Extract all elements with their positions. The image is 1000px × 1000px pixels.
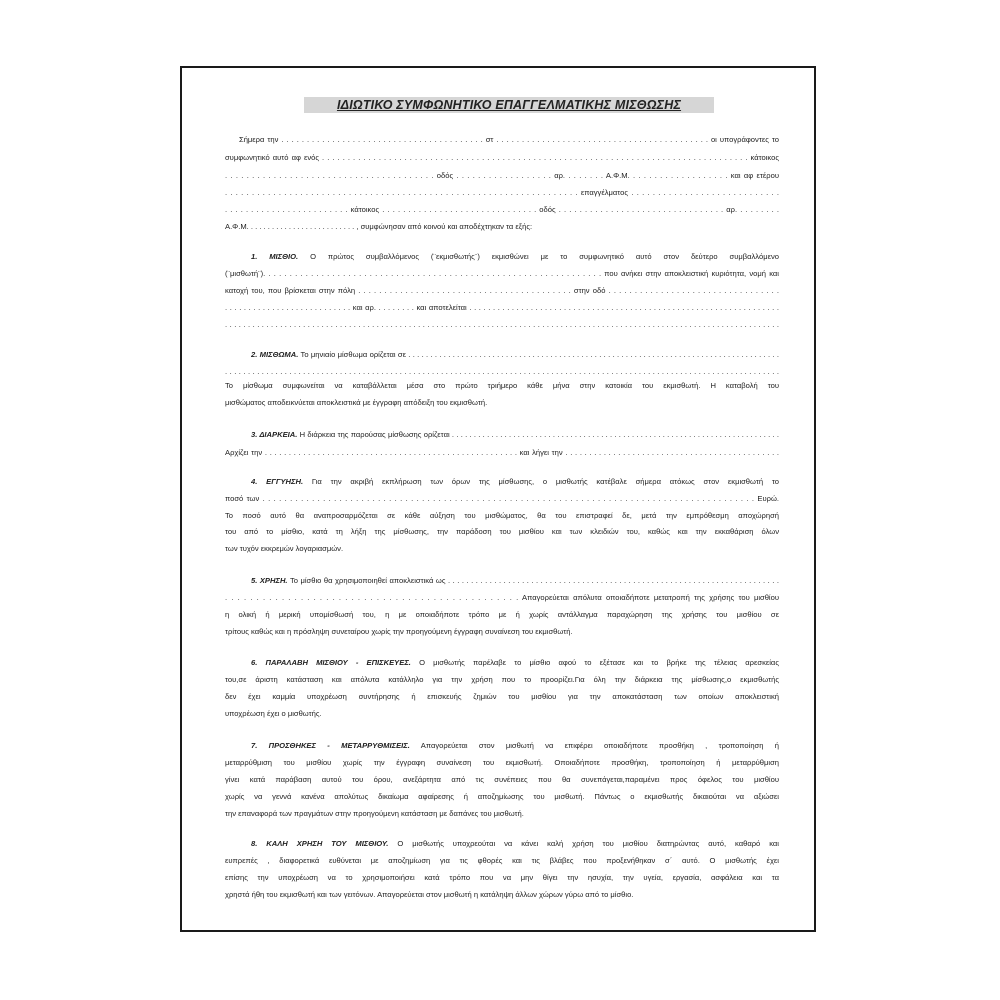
- section-4-line: 4. ΕΓΓΥΗΣΗ. Για την ακριβή εκπλήρωση των όρων της μίσθωσης, ο μισθωτής κατέβαλε σήμερα ατόκως στον εκμισθωτή το: [251, 477, 779, 486]
- intro-line: Σήμερα την . . . . . . . . . . . . . . . . . . . . . . . . . . . . . . . . . . . . . . . . στ . . . . . . . . . . . . . . . . . . . . . . . . . . . . . . . . . . . . . . . . . . οι υπογράφοντες το: [239, 135, 779, 144]
- section-5-line: τρίτους καθώς και η πρόσληψη συνεταίρου χωρίς την προηγούμενη έγγραφη συναίνεση του εκμισθωτή.: [225, 627, 573, 636]
- section-4-line: του από το μίσθιο, κατά τη λήξη της μίσθωσης, την παράδοση του μισθίου και των κλειδιών του, καθώς και την εκκαθάριση όλων: [225, 527, 779, 536]
- section-8-line: χρηστά ήθη του εκμισθωτή και των γειτόνων. Απαγορεύεται στον μισθωτή η κατάληψη άλλων χώρων γύρω από το μίσθιο.: [225, 890, 634, 899]
- section-1-line: . . . . . . . . . . . . . . . . . . . . . . . . . . . . . . . . . . . . . . . . . . . . . . . . . . . . . . . . . . . . . . . . . . . . . . . . . . . . . . . . . . . . . . . . . . . . . . . . . . . . . . . . . . . . . . . . . . . . . . . . .: [225, 320, 779, 329]
- section-6-heading: 6. ΠΑΡΑΛΑΒΗ ΜΙΣΘΙΟΥ - ΕΠΙΣΚΕΥΕΣ.: [251, 658, 411, 667]
- section-5-heading: 5. ΧΡΗΣΗ.: [251, 576, 288, 585]
- section-4-heading: 4. ΕΓΓΥΗΣΗ.: [251, 477, 304, 486]
- section-8-line: ευπρεπές , διαφορετικά ευθύνεται με αποζημίωση για τις φθορές και τις βλάβες που προξενήθηκαν σ΄ αυτό. Ο μισθωτής έχει: [225, 856, 779, 865]
- section-3-line: 3. ΔΙΑΡΚΕΙΑ. Η διάρκεια της παρούσας μίσθωσης ορίζεται . . . . . . . . . . . . . . . . . . . . . . . . . . . . . . . . . . . . . . . . . . . . . . . . . . . . . . . . . . . . . . . . . . . . . . . . . . .: [251, 430, 779, 439]
- section-3-heading: 3. ΔΙΑΡΚΕΙΑ.: [251, 430, 298, 439]
- section-1-heading: 1. ΜΙΣΘΙΟ.: [251, 252, 299, 261]
- section-1-line: (¨μισθωτή¨). . . . . . . . . . . . . . . . . . . . . . . . . . . . . . . . . . . . . . . . . . . . . . . . . . . . . . . . . . . . . . . . που ανήκει στην αποκλειστική κυριότητα, νομή και: [225, 269, 779, 278]
- section-2-line: μισθώματος αποδεικνύεται αποκλειστικά με έγγραφη απόδειξη του εκμισθωτή.: [225, 398, 488, 407]
- section-8-heading: 8. ΚΑΛΗ ΧΡΗΣΗ ΤΟΥ ΜΙΣΘΙΟΥ.: [251, 839, 389, 848]
- section-7-line: μεταρρύθμιση του μισθίου χωρίς την έγγραφη συναίνεση του εκμισθωτή. Οποιαδήποτε προσθήκη, τροποποίηση ή μεταρρύθμιση: [225, 758, 779, 767]
- section-2-line: Το μίσθωμα συμφωνείται να καταβάλλεται μέσα στο πρώτο τριήμερο κάθε μήνα στην κατοικία του εκμισθωτή. Η καταβολή του: [225, 381, 779, 390]
- section-4-line: ποσό των . . . . . . . . . . . . . . . . . . . . . . . . . . . . . . . . . . . . . . . . . . . . . . . . . . . . . . . . . . . . . . . . . . . . . . . . . . . . . . . . . . . . . . . . . . Ευρώ.: [225, 494, 779, 503]
- section-6-line: δεν έχει καμμία υποχρέωση συντήρησης ή επισκευής ζημιών του μισθίου για την αποκατάσταση των οποίων αποκλειστική: [225, 692, 779, 701]
- section-8-line: επίσης την υποχρέωση να το χρησιμοποιήσει κατά τρόπο που να μην θίγει την ησυχία, την υγεία, εργασία, ασφάλεια και τα: [225, 873, 779, 882]
- section-1-line: 1. ΜΙΣΘΙΟ. Ο πρώτος συμβαλλόμενος (¨εκμισθωτής¨) εκμισθώνει με το συμφωνητικό αυτό στον δεύτερο συμβαλλόμενο: [251, 252, 779, 261]
- intro-line: . . . . . . . . . . . . . . . . . . . . . . . . κάτοικος . . . . . . . . . . . . . . . . . . . . . . . . . . . . . . οδός . . . . . . . . . . . . . . . . . . . . . . . . . . . . . . . . αρ. . . . . . . . .: [225, 205, 779, 214]
- section-2-line: . . . . . . . . . . . . . . . . . . . . . . . . . . . . . . . . . . . . . . . . . . . . . . . . . . . . . . . . . . . . . . . . . . . . . . . . . . . . . . . . . . . . . . . . . . . . . . . . . . . . . . . . . . . . . . . . . . . . . . . . .: [225, 367, 779, 376]
- intro-line: . . . . . . . . . . . . . . . . . . . . . . . . . . . . . . . . . . . . . . . . . . . . . . . . . . . . . . . . . . . . . . . . . . επαγγέλματος . . . . . . . . . . . . . . . . . . . . . . . . . . . .: [225, 188, 779, 197]
- intro-line: . . . . . . . . . . . . . . . . . . . . . . . . . . . . . . . . . . . . . . . οδός . . . . . . . . . . . . . . . . . . αρ. . . . . . . . Α.Φ.Μ. . . . . . . . . . . . . . . . . . . και αφ ετέρου: [225, 171, 779, 180]
- section-6-line: του,σε άριστη κατάσταση και απόλυτα κατάλληλο για την χρήση που το προορίζει.Για όλη την διάρκεια της μίσθωσης,ο εκμισθωτής: [225, 675, 779, 684]
- contract-title: ΙΔΙΩΤΙΚΟ ΣΥΜΦΩΝΗΤΙΚΟ ΕΠΑΓΓΕΛΜΑΤΙΚΗΣ ΜΙΣΘΩΣΗΣ: [304, 97, 714, 113]
- contract-page: [180, 66, 816, 932]
- section-6-line: 6. ΠΑΡΑΛΑΒΗ ΜΙΣΘΙΟΥ - ΕΠΙΣΚΕΥΕΣ. Ο μισθωτής παρέλαβε το μίσθιο αφού το εξέτασε και το βρήκε της τέλειας αρεσκείας: [251, 658, 779, 667]
- section-7-heading: 7. ΠΡΟΣΘΗΚΕΣ - ΜΕΤΑΡΡΥΘΜΙΣΕΙΣ.: [251, 741, 410, 750]
- section-1-line: κατοχή του, που βρίσκεται στην πόλη . . . . . . . . . . . . . . . . . . . . . . . . . . . . . . . . . . . . . . . . . στην οδό . . . . . . . . . . . . . . . . . . . . . . . . . . . . . . . . .: [225, 286, 779, 295]
- section-2-heading: 2. ΜΙΣΘΩΜΑ.: [251, 350, 299, 359]
- section-3-line: Αρχίζει την . . . . . . . . . . . . . . . . . . . . . . . . . . . . . . . . . . . . . . . . . . . . . . . . . . . . . και λήγει την . . . . . . . . . . . . . . . . . . . . . . . . . . . . . . . . . . . . . . . . . . . . .: [225, 448, 779, 457]
- intro-line: Α.Φ.Μ. . . . . . . . . . . . . . . . . . . . . . . . . . , συμφώνησαν από κοινού και αποδέχτηκαν τα εξής:: [225, 222, 533, 231]
- section-5-line: . . . . . . . . . . . . . . . . . . . . . . . . . . . . . . . . . . . . . . . . . . . . . . . Απαγορεύεται απόλυτα οποιαδήποτε μετατροπή της χρήσης του μισθίου: [225, 593, 779, 602]
- section-4-line: των τυχόν εκκρεμών λογαριασμών.: [225, 544, 344, 553]
- section-1-line: . . . . . . . . . . . . . . . . . . . . . . . . . . . και αρ. . . . . . . . . και αποτελείται . . . . . . . . . . . . . . . . . . . . . . . . . . . . . . . . . . . . . . . . . . . . . . . . . . . . . . . . . . . . . . . . . .: [225, 303, 779, 312]
- section-6-line: υποχρέωση έχει ο μισθωτής.: [225, 709, 322, 718]
- section-5-line: η ολική ή μερική υπομίσθωσή του, η με οποιαδήποτε τρόπο με ή χωρίς αντάλλαγμα παραχώρηση της χρήσης του μισθίου σε: [225, 610, 779, 619]
- section-5-line: 5. ΧΡΗΣΗ. Το μίσθιο θα χρησιμοποιηθεί αποκλειστικά ως . . . . . . . . . . . . . . . . . . . . . . . . . . . . . . . . . . . . . . . . . . . . . . . . . . . . . . . . . . . . . . . . . . . . . . . .: [251, 576, 779, 585]
- section-7-line: την επαναφορά των πραγμάτων στην προηγούμενη κατάσταση με δαπάνες του μισθωτή.: [225, 809, 524, 818]
- section-7-line: 7. ΠΡΟΣΘΗΚΕΣ - ΜΕΤΑΡΡΥΘΜΙΣΕΙΣ. Απαγορεύεται στον μισθωτή να επιφέρει οποιαδήποτε προσθήκη , τροποποίηση ή: [251, 741, 779, 750]
- section-4-line: Το ποσό αυτό θα αναπροσαρμόζεται σε κάθε αύξηση του μισθώματος, θα του επιστραφεί δε, μετά την εμπρόθεσμη αποχώρησή: [225, 511, 779, 520]
- section-2-line: 2. ΜΙΣΘΩΜΑ. Το μηνιαίο μίσθωμα ορίζεται σε . . . . . . . . . . . . . . . . . . . . . . . . . . . . . . . . . . . . . . . . . . . . . . . . . . . . . . . . . . . . . . . . . . . . . . . . . . . . . . . . . . . .: [251, 350, 779, 359]
- intro-line: συμφωνητικό αυτό αφ ενός . . . . . . . . . . . . . . . . . . . . . . . . . . . . . . . . . . . . . . . . . . . . . . . . . . . . . . . . . . . . . . . . . . . . . . . . . . . . . . . . . . . κάτοικος: [225, 153, 779, 162]
- section-8-line: 8. ΚΑΛΗ ΧΡΗΣΗ ΤΟΥ ΜΙΣΘΙΟΥ. Ο μισθωτής υποχρεούται να κάνει καλή χρήση του μισθίου διατηρώντας αυτό, καθαρό και: [251, 839, 779, 848]
- section-7-line: γίνει κατά παράβαση αυτού του όρου, ανεξάρτητα από τις συνέπειες που θα συνεπάγεται,παραμένει προς όφελος του μισθίου: [225, 775, 779, 784]
- section-7-line: χωρίς να γεννά κανένα απολύτως δικαίωμα αφαίρεσης ή αποζημίωσης του μισθωτή. Πάντως ο εκμισθωτής δικαιούται να αξιώσει: [225, 792, 779, 801]
